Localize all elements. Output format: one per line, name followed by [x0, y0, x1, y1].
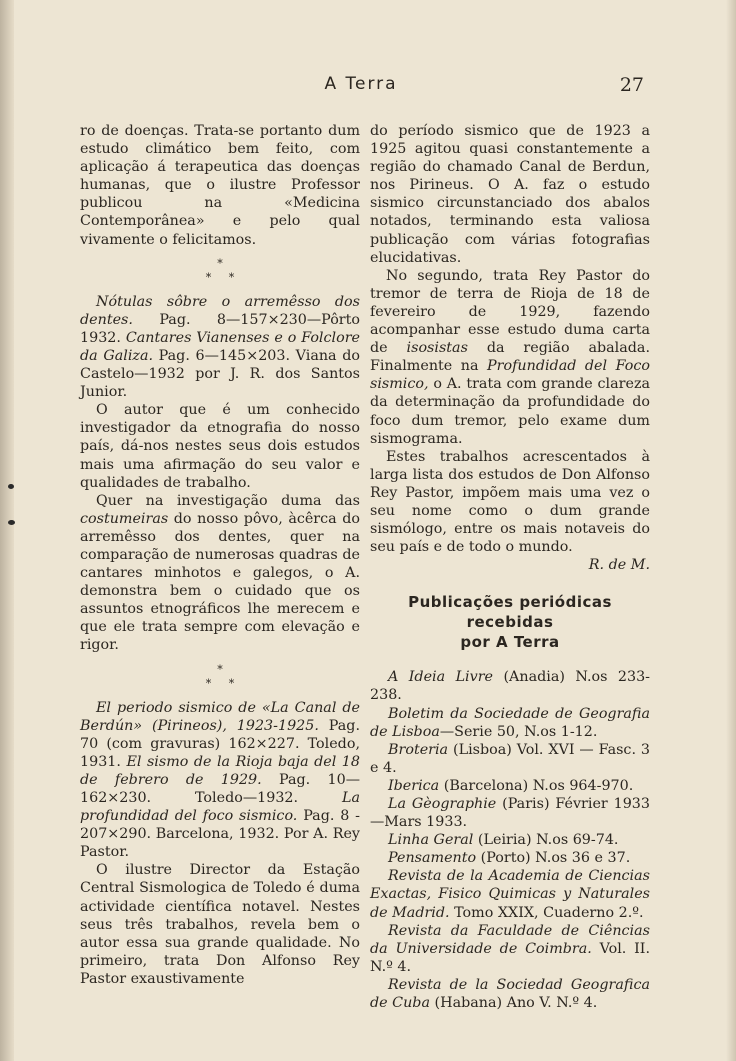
- right-column: [370, 122, 650, 1012]
- periodical-title: Linha Geral: [388, 832, 474, 849]
- periodical-entry: [370, 668, 650, 704]
- periodical-title: La Gèographie: [388, 796, 497, 812]
- page-number: 27: [619, 74, 644, 96]
- book-title: El sismo de la Rioja baja del 18 de febrero de 1929.: [80, 753, 360, 788]
- paragraph: No segundo, trata Rey Pastor do tremor de terra de Rioja de 18 de fevereiro de 1929, fazendo acompanhar esse estudo duma carta de isosistas da região abalada. Finalmente na Profundidad del Foco sismico, o A. trata com grande clareza da determinação da profundidade do foco dum tremor, pelo exame dum sismograma.: [370, 267, 650, 447]
- periodical-entry: [370, 741, 650, 777]
- periodical-details: —Serie 50, N.os 1-12.: [439, 723, 598, 740]
- periodical-entry: [370, 867, 650, 921]
- section-divider-stars: * * *: [205, 662, 235, 690]
- paragraph: do período sismico que de 1923 a 1925 agitou quasi constantemente a região do chamado Canal de Berdun, nos Pirineus. O A. faz o estudo sismico circunstanciado dos abalos notados, terminando esta valiosa publicação com várias fotografias elucidativas.: [370, 123, 650, 266]
- review-citation: Nótulas sôbre o arremêsso dos dentes. Pag. 8—157×230—Pôrto 1932. Cantares Vianenses e o Folclore da Galiza. Pag. 6—145×203. Viana do Castelo—1932 por J. R. dos Santos Junior.: [80, 293, 360, 401]
- paragraph: O ilustre Director da Estação Central Sismologica de Toledo é duma actividade científica notavel. Nestes seus três trabalhos, revela bem o autor essa sua grande qualidade. No primeiro, trata Don Alfonso Rey Pastor exaustivamente: [80, 862, 360, 987]
- periodical-details: (Leiria) N.os 69-74.: [473, 832, 619, 849]
- author-signature: R. de M.: [588, 557, 650, 574]
- paragraph: Quer na investigação duma das costumeiras do nosso pôvo, àcêrca do arremêsso dos dentes, quer na comparação de numerosas quadras de cantares minhotos e galegos, o A. demonstra bem o cuidado que os assuntos etnográficos lhe merecem e que ele trata sempre com elevação e rigor.: [80, 492, 360, 654]
- periodical-details: (Habana) Ano V. N.º 4.: [429, 995, 598, 1012]
- paragraph: ro de doenças. Trata-se portanto dum estudo climático bem feito, com aplicação á terapeutica das doenças humanas, que o ilustre Professor publicou na «Medicina Contemporânea» e pelo qual vivamente o felicitamos.: [80, 123, 360, 248]
- periodical-title: Revista da Faculdade de Ciências da Universidade de Coimbra.: [370, 922, 650, 957]
- periodical-title: Iberica: [388, 777, 440, 794]
- periodical-details: Tomo XXIX, Cuaderno 2.º.: [449, 904, 644, 921]
- paragraph: Estes trabalhos acrescentados à larga lista dos estudos de Don Alfonso Rey Pastor, impõem mais uma vez o seu nome como o dum grande sismólogo, entre os mais notaveis do seu país e de todo o mundo.: [370, 448, 650, 556]
- page-right-edge: [726, 0, 736, 1061]
- book-title: El periodo sismico de «La Canal de Berdún» (Pirineos), 1923-1925.: [80, 699, 360, 734]
- periodical-entry: [370, 849, 650, 867]
- periodical-title: Boletim da Sociedade de Geografia de Lisboa: [370, 705, 650, 740]
- periodical-entry: [370, 795, 650, 831]
- book-title: Nótulas sôbre o arremêsso dos dentes.: [80, 293, 360, 328]
- section-title: Publicações periódicas recebidas por A Terra: [408, 593, 612, 652]
- page-binding-edge: [0, 0, 14, 1061]
- periodical-entry: [370, 777, 650, 795]
- periodical-title: Revista de la Academia de Ciencias Exactas, Fisico Quimicas y Naturales de Madrid.: [370, 868, 650, 921]
- periodical-details: (Porto) N.os 36 e 37.: [476, 850, 631, 867]
- book-title: Cantares Vianenses e o Folclore da Galiza.: [80, 329, 360, 364]
- periodical-details: Vol. II. N.º 4.: [370, 940, 650, 975]
- section-divider-stars: * * *: [205, 256, 235, 284]
- periodical-details: (Paris) Février 1933—Mars 1933.: [370, 796, 650, 831]
- periodicals-list: [370, 668, 650, 1012]
- periodical-entry: [370, 922, 650, 976]
- ink-blot-mark: [8, 520, 15, 525]
- periodical-details: (Lisboa) Vol. XVI — Fasc. 3 e 4.: [370, 741, 650, 776]
- left-column: [80, 122, 360, 988]
- periodical-details: (Anadia) N.os 233-238.: [370, 669, 651, 704]
- periodical-title: Pensamento: [388, 850, 477, 867]
- periodical-details: (Barcelona) N.os 964-970.: [439, 777, 634, 794]
- book-title: La profundidad del foco sismico.: [80, 790, 360, 825]
- running-title: A Terra: [324, 74, 398, 94]
- periodical-entry: [370, 705, 650, 741]
- periodical-entry: [370, 831, 650, 849]
- paragraph: O autor que é um conhecido investigador da etnografia do nosso país, dá-nos nestes seus dois estudos mais uma afirmação do seu valor e qualidades de trabalho.: [80, 402, 360, 491]
- periodical-title: A Ideia Livre: [388, 669, 494, 686]
- periodical-title: Revista de la Sociedad Geografica de Cuba: [370, 976, 650, 1012]
- periodical-title: Broteria: [388, 741, 449, 758]
- page-header: [78, 74, 644, 104]
- periodical-entry: [370, 976, 650, 1012]
- review-citation: El periodo sismico de «La Canal de Berdún» (Pirineos), 1923-1925. Pag. 70 (com gravuras) 162×227. Toledo, 1931. El sismo de la Rioja baja del 18 de febrero de 1929. Pag. 10—162×230. Toledo—1932. La profundidad del foco sismico. Pag. 8 - 207×290. Barcelona, 1932. Por A. Rey Pastor.: [80, 699, 360, 861]
- ink-blot-mark: [8, 484, 14, 489]
